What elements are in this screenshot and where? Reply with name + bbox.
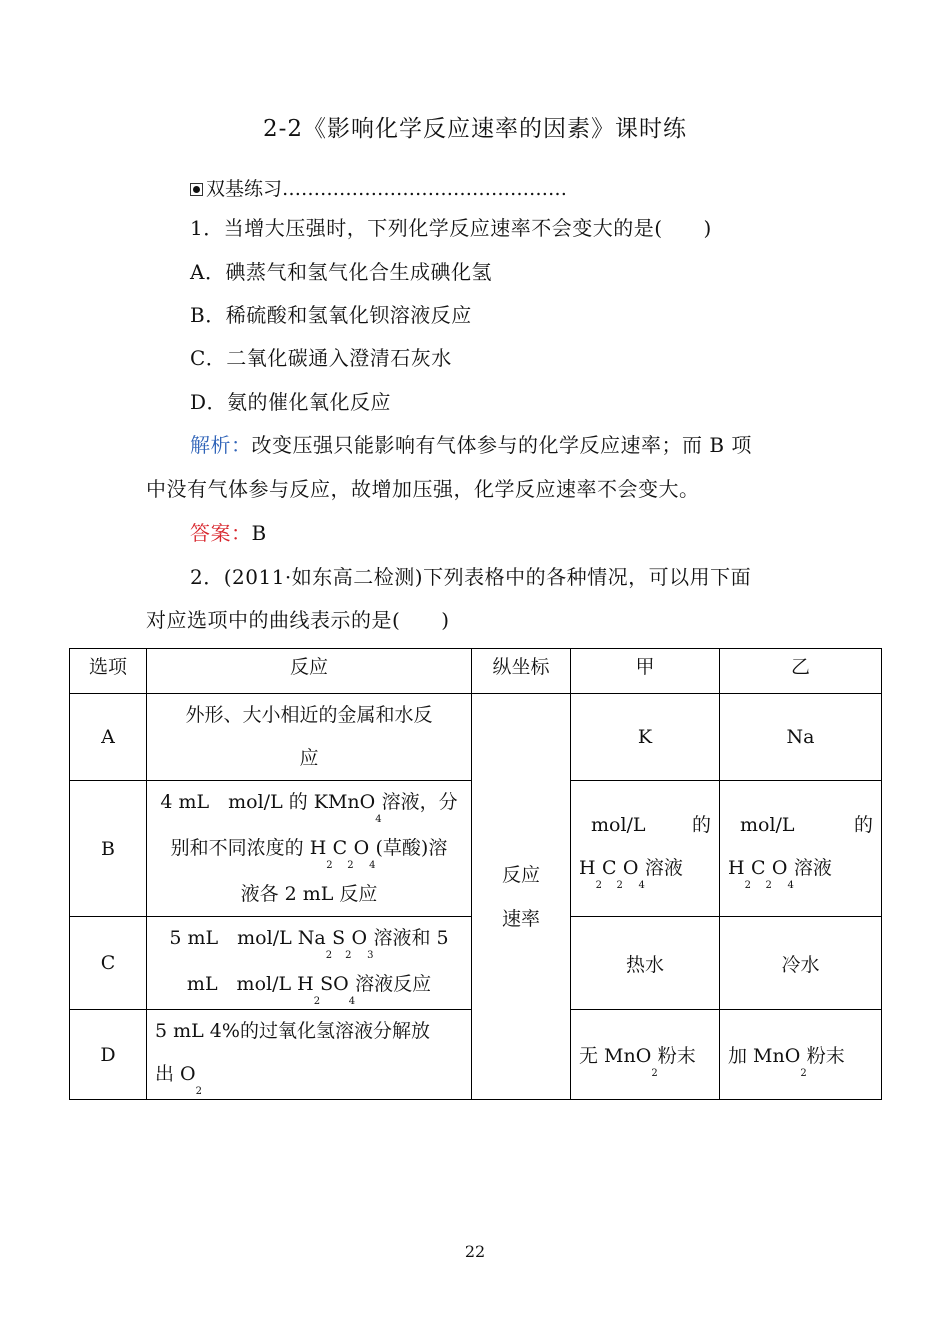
row-c-option: C: [70, 917, 147, 1010]
q1-analysis-cont: 中没有气体参与反应，故增加压强，化学反应速率不会变大。: [146, 477, 700, 501]
q1-option-b: B．稀硫酸和氢氧化钡溶液反应: [190, 303, 472, 327]
ordinate-cell: [472, 694, 571, 1100]
q1-stem: 1．当增大压强时，下列化学反应速率不会变大的是( ): [190, 216, 712, 240]
row-b-jia: [571, 781, 720, 917]
table-row: [70, 694, 882, 781]
row-b-reaction-line1: 4 mL mol/L 的 KMnO$_4$溶液，分: [160, 791, 458, 825]
row-a-reaction-line2: 应: [299, 747, 319, 769]
ordinate-line1: 反应: [501, 863, 540, 886]
row-d-yi: 加 MnO$_2$粉末: [720, 1010, 882, 1100]
row-d-option: D: [70, 1010, 147, 1100]
row-a-yi: Na: [720, 694, 882, 781]
row-c-yi: 冷水: [720, 917, 882, 1010]
row-b-reaction-line2: 别和不同浓度的 $H_2C_2O_4$(草酸)溶: [170, 837, 448, 871]
options-table: [69, 648, 882, 1100]
q1-option-a: A．碘蒸气和氢气化合生成碘化氢: [190, 260, 492, 284]
answer-label: 答案：: [190, 521, 252, 545]
row-b-reaction-line3: 液各 2 mL 反应: [240, 883, 378, 905]
row-d-reaction: [147, 1010, 472, 1100]
page-title: 2-2《影响化学反应速率的因素》课时练: [262, 116, 688, 142]
q1-analysis: [190, 429, 752, 458]
ordinate-line2: 速率: [501, 907, 540, 930]
row-c-jia: 热水: [571, 917, 720, 1010]
row-b-yi-line1: mol/L 的: [740, 814, 873, 836]
row-d-reaction-line2: 出 $O_2$: [155, 1063, 202, 1097]
header-reaction: 反应: [147, 649, 472, 694]
row-c-reaction: [147, 917, 472, 1010]
row-a-reaction: [147, 694, 472, 781]
q2-stem: 2．(2011·如东高二检测)下列表格中的各种情况，可以用下面: [190, 565, 752, 589]
header-jia: 甲: [571, 649, 720, 694]
row-b-reaction: [147, 781, 472, 917]
header-option: 选项: [70, 649, 147, 694]
row-c-reaction-line2: mL mol/L $H_2SO_4$溶液反应: [186, 973, 432, 1007]
page-number: 22: [464, 1242, 486, 1261]
analysis-text-1: 改变压强只能影响有气体参与的化学反应速率；而 B 项: [251, 433, 752, 457]
q1-option-c: C．二氧化碳通入澄清石灰水: [190, 346, 452, 370]
section-heading: [190, 174, 567, 201]
analysis-label: 解析：: [190, 433, 252, 457]
row-b-jia-line2: $H_2C_2O_4$溶液: [579, 857, 683, 891]
q1-answer: [190, 517, 267, 546]
row-a-reaction-line1: 外形、大小相近的金属和水反: [185, 704, 433, 726]
section-label: 双基练习………………………………………: [206, 178, 568, 200]
q1-option-d: D．氨的催化氧化反应: [190, 390, 392, 414]
q2-stem-cont: 对应选项中的曲线表示的是( ): [146, 608, 450, 632]
row-b-yi: [720, 781, 882, 917]
row-b-option: B: [70, 781, 147, 917]
row-d-reaction-line1: 5 mL 4%的过氧化氢溶液分解放: [155, 1020, 430, 1042]
table-header-row: [70, 649, 882, 694]
row-a-jia: K: [571, 694, 720, 781]
radio-bullet-icon: [190, 183, 203, 196]
row-b-jia-line1: mol/L 的: [591, 814, 711, 836]
row-c-reaction-line1: 5 mL mol/L $Na_2S_2O_3$溶液和 5: [169, 927, 449, 961]
row-d-jia: 无 MnO$_2$粉末: [571, 1010, 720, 1100]
header-ordinate: 纵坐标: [472, 649, 571, 694]
answer-value: B: [251, 521, 267, 545]
row-b-yi-line2: $H_2C_2O_4$溶液: [728, 857, 832, 891]
header-yi: 乙: [720, 649, 882, 694]
row-a-option: A: [70, 694, 147, 781]
